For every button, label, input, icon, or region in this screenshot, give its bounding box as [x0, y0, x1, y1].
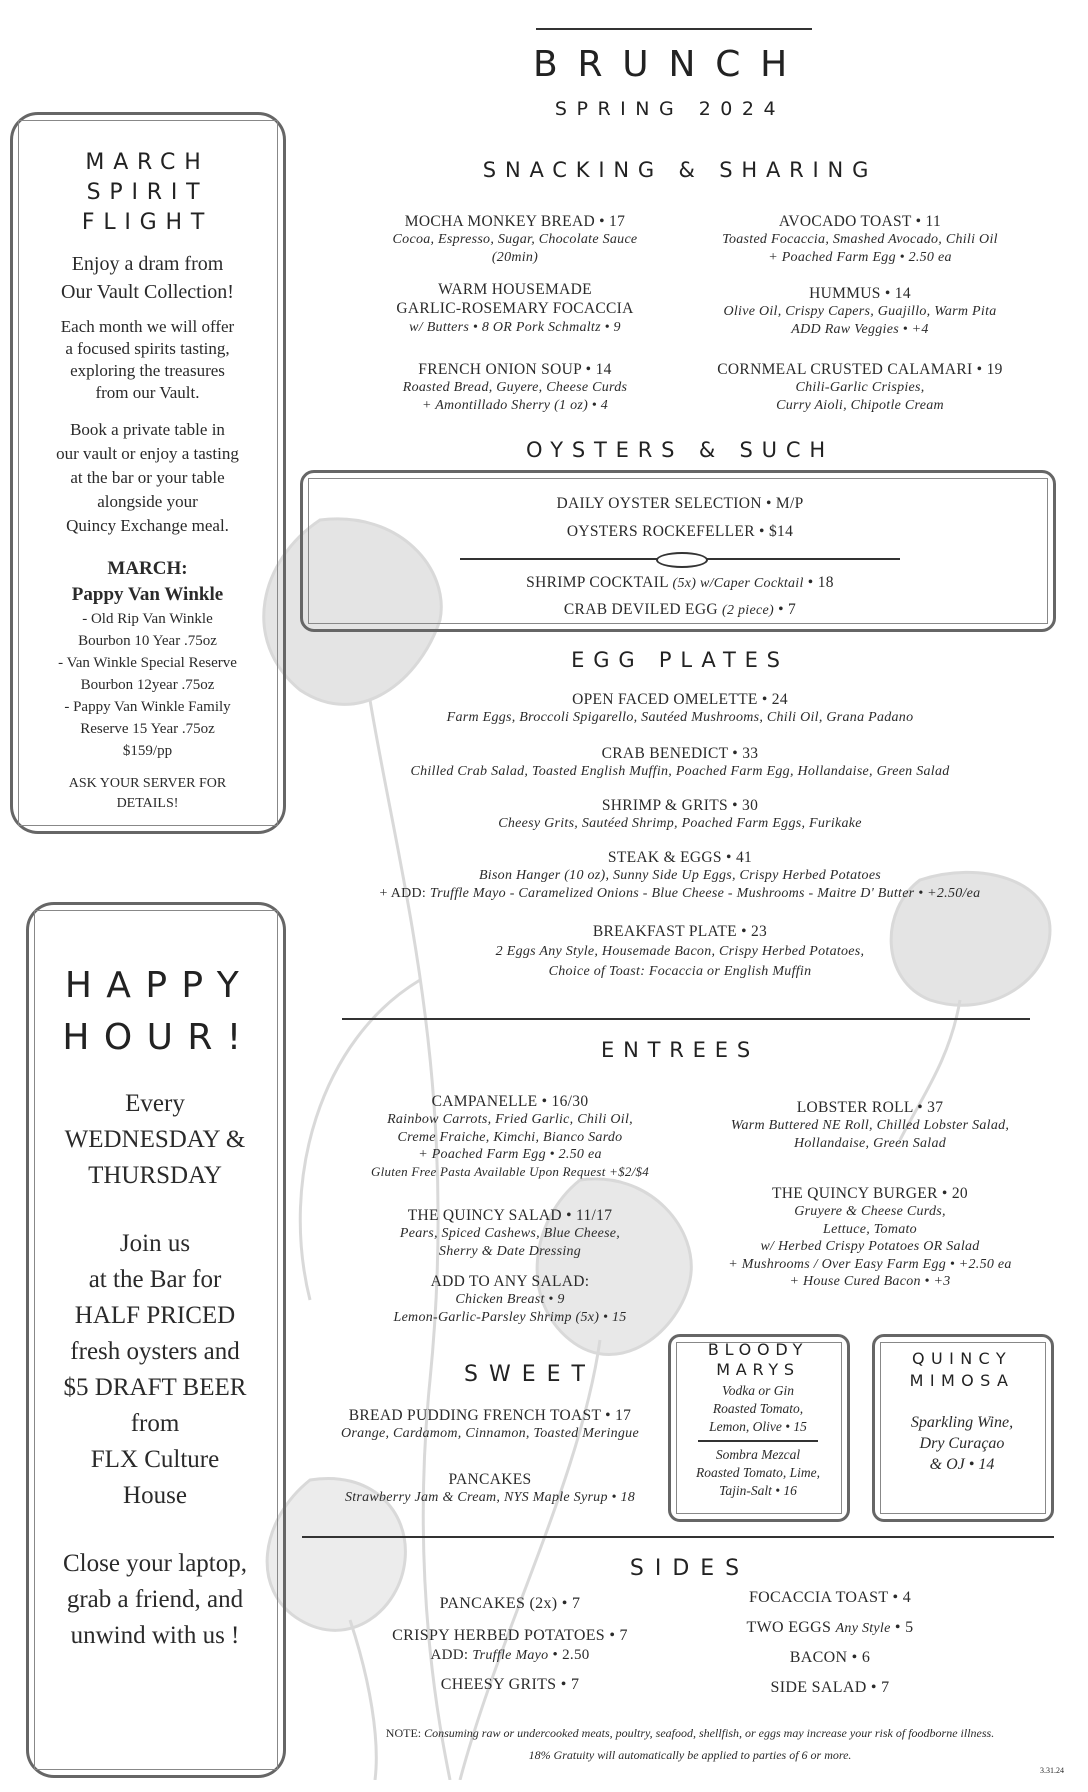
snacking-heading: SNACKING & SHARING — [482, 158, 878, 182]
menu-item-breakfast-plate: BREAKFAST PLATE • 23 2 Eggs Any Style, Housemade Bacon, Crispy Herbed Potatoes, Choice of Toast: Focaccia or English Muffin — [495, 923, 865, 980]
page-title: BRUNCH — [533, 44, 807, 85]
menu-item-lobster-roll: LOBSTER ROLL • 37 Warm Buttered NE Roll, Chilled Lobster Salad, Hollandaise, Green Salad — [730, 1099, 1010, 1151]
spirit-flight-intro: Enjoy a dram from Our Vault Collection! — [61, 253, 234, 303]
happy-hour-content — [30, 960, 280, 1654]
happy-hour-heading: HAPPY HOUR! — [62, 965, 256, 1058]
entrees-heading: ENTREES — [600, 1038, 759, 1062]
sides-left: PANCAKES (2x) • 7 CRISPY HERBED POTATOES • 7 ADD: Truffle Mayo • 2.50 CHEESY GRITS • 7 — [392, 1595, 628, 1693]
spirit-flight-p1: Each month we will offer a focused spirits tasting, exploring the treasures from our Vault. — [60, 317, 235, 402]
happy-hour-lines: Every WEDNESDAY & THURSDAY Join us at the Bar for HALF PRICED fresh oysters and $5 DRAFT BEER from FLX Culture House Close your laptop, grab a friend, and unwind with us ! — [62, 1090, 247, 1649]
entrees-rule — [342, 1018, 1030, 1020]
sweet-heading: SWEET — [464, 1362, 596, 1387]
menu-item-quincy-salad: THE QUINCY SALAD • 11/17 Pears, Spiced Cashews, Blue Cheese, Sherry & Date Dressing — [399, 1207, 621, 1259]
quincy-mimosa-content: QUINCY MIMOSA Sparkling Wine, Dry Curaçao & OJ • 14 — [909, 1349, 1015, 1473]
egg-plates-heading: EGG PLATES — [571, 648, 789, 672]
menu-item-onion-soup: FRENCH ONION SOUP • 14 Roasted Bread, Guyere, Cheese Curds + Amontillado Sherry (1 oz) • 4 — [402, 361, 628, 413]
spirit-flight-p2: Book a private table in our vault or enjoy a tasting at the bar or your table alongside your Quincy Exchange meal. — [56, 420, 239, 535]
sides-heading: SIDES — [629, 1556, 751, 1581]
menu-item-calamari: CORNMEAL CRUSTED CALAMARI • 19 Chili-Garlic Crispies, Curry Aioli, Chipotle Cream — [717, 361, 1003, 413]
oyster-divider — [460, 552, 900, 566]
menu-item-avocado: AVOCADO TOAST • 11 Toasted Focaccia, Smashed Avocado, Chili Oil + Poached Farm Egg • 2.50 ea — [722, 213, 998, 265]
footnote: NOTE: Consuming raw or undercooked meats, poultry, seafood, shellfish, or eggs may increase your risk of foodborne illness. 18% Gratuity will automatically be applied to parties of 6 or more. — [385, 1726, 995, 1762]
menu-item-campanelle: CAMPANELLE • 16/30 Rainbow Carrots, Fried Garlic, Chili Oil, Creme Fraiche, Kimchi, Bianco Sardo + Poached Farm Egg • 2.50 ea Gluten Free Pasta Available Upon Request +$2/$4 — [370, 1093, 650, 1179]
menu-item-mocha: MOCHA MONKEY BREAD • 17 Cocoa, Espresso, Sugar, Chocolate Sauce (20min) — [392, 213, 638, 265]
sides-right: FOCACCIA TOAST • 4 TWO EGGS Any Style • 5 BACON • 6 SIDE SALAD • 7 — [746, 1589, 914, 1696]
oysters-heading: OYSTERS & SUCH — [526, 438, 834, 462]
menu-item-focaccia: WARM HOUSEMADE GARLIC-ROSEMARY FOCACCIA w/ Butters • 8 OR Pork Schmaltz • 9 — [396, 281, 634, 335]
menu-item-hummus: HUMMUS • 14 Olive Oil, Crispy Capers, Guajillo, Warm Pita ADD Raw Veggies • +4 — [723, 285, 997, 337]
menu-item-quincy-burger: THE QUINCY BURGER • 20 Gruyere & Cheese Curds, Lettuce, Tomato w/ Herbed Crispy Potatoes OR Salad + Mushrooms / Over Easy Farm Egg • +2.50 ea + House Cured Bacon • +3 — [728, 1185, 1012, 1290]
bloody-marys-content: BLOODY MARYS Vodka or Gin Roasted Tomato, Lemon, Olive • 15 Sombra Mezcal Roasted Tomato, Lime, Tajin-Salt • 16 — [695, 1340, 820, 1498]
bloody-divider — [698, 1440, 818, 1442]
version-date: 3.31.24 — [1040, 1766, 1064, 1775]
spirit-flight-content — [20, 148, 275, 814]
menu-item-add-salad: ADD TO ANY SALAD: Chicken Breast • 9 Lemon-Garlic-Parsley Shrimp (5x) • 15 — [393, 1273, 627, 1325]
oysters-list: DAILY OYSTER SELECTION • M/P OYSTERS ROCKEFELLER • $14 SHRIMP COCKTAIL (5x) w/Caper Cocktail • 18 CRAB DEVILED EGG (2 piece) • 7 — [400, 490, 960, 624]
spirit-flight-lines: - Old Rip Van Winkle Bourbon 10 Year .75oz - Van Winkle Special Reserve Bourbon 12year .75oz - Pappy Van Winkle Family Reserve 15 Year .75oz $159/pp — [58, 611, 237, 759]
menu-item-steak-eggs: STEAK & EGGS • 41 Bison Hanger (10 oz), Sunny Side Up Eggs, Crispy Herbed Potatoes + ADD: Truffle Mayo - Caramelized Onions - Blue Cheese - Mushrooms - Maitre D' Butter • +2.50/ea — [379, 849, 981, 901]
header-rule-top — [536, 28, 812, 30]
spirit-flight-month: MARCH: — [107, 558, 188, 579]
spirit-flight-heading: MARCH SPIRIT FLIGHT — [81, 150, 214, 235]
spirit-flight-ask: ASK YOUR SERVER FOR DETAILS! — [68, 776, 227, 811]
menu-item-pancakes: PANCAKES Strawberry Jam & Cream, NYS Maple Syrup • 18 — [344, 1471, 636, 1506]
sides-rule — [302, 1536, 1054, 1538]
spirit-flight-feature: Pappy Van Winkle — [71, 584, 224, 605]
menu-item-omelette: OPEN FACED OMELETTE • 24 Farm Eggs, Broccoli Spigarello, Sautéed Mushrooms, Chili Oil, Grana Padano — [446, 691, 914, 726]
menu-item-crab-benedict: CRAB BENEDICT • 33 Chilled Crab Salad, Toasted English Muffin, Poached Farm Egg, Hollandaise, Green Salad — [410, 745, 950, 780]
menu-item-bread-pudding: BREAD PUDDING FRENCH TOAST • 17 Orange, Cardamom, Cinnamon, Toasted Meringue — [341, 1407, 639, 1442]
menu-item-shrimp-grits: SHRIMP & GRITS • 30 Cheesy Grits, Sautéed Shrimp, Poached Farm Eggs, Furikake — [498, 797, 862, 832]
page-subtitle: SPRING 2024 — [554, 98, 786, 120]
